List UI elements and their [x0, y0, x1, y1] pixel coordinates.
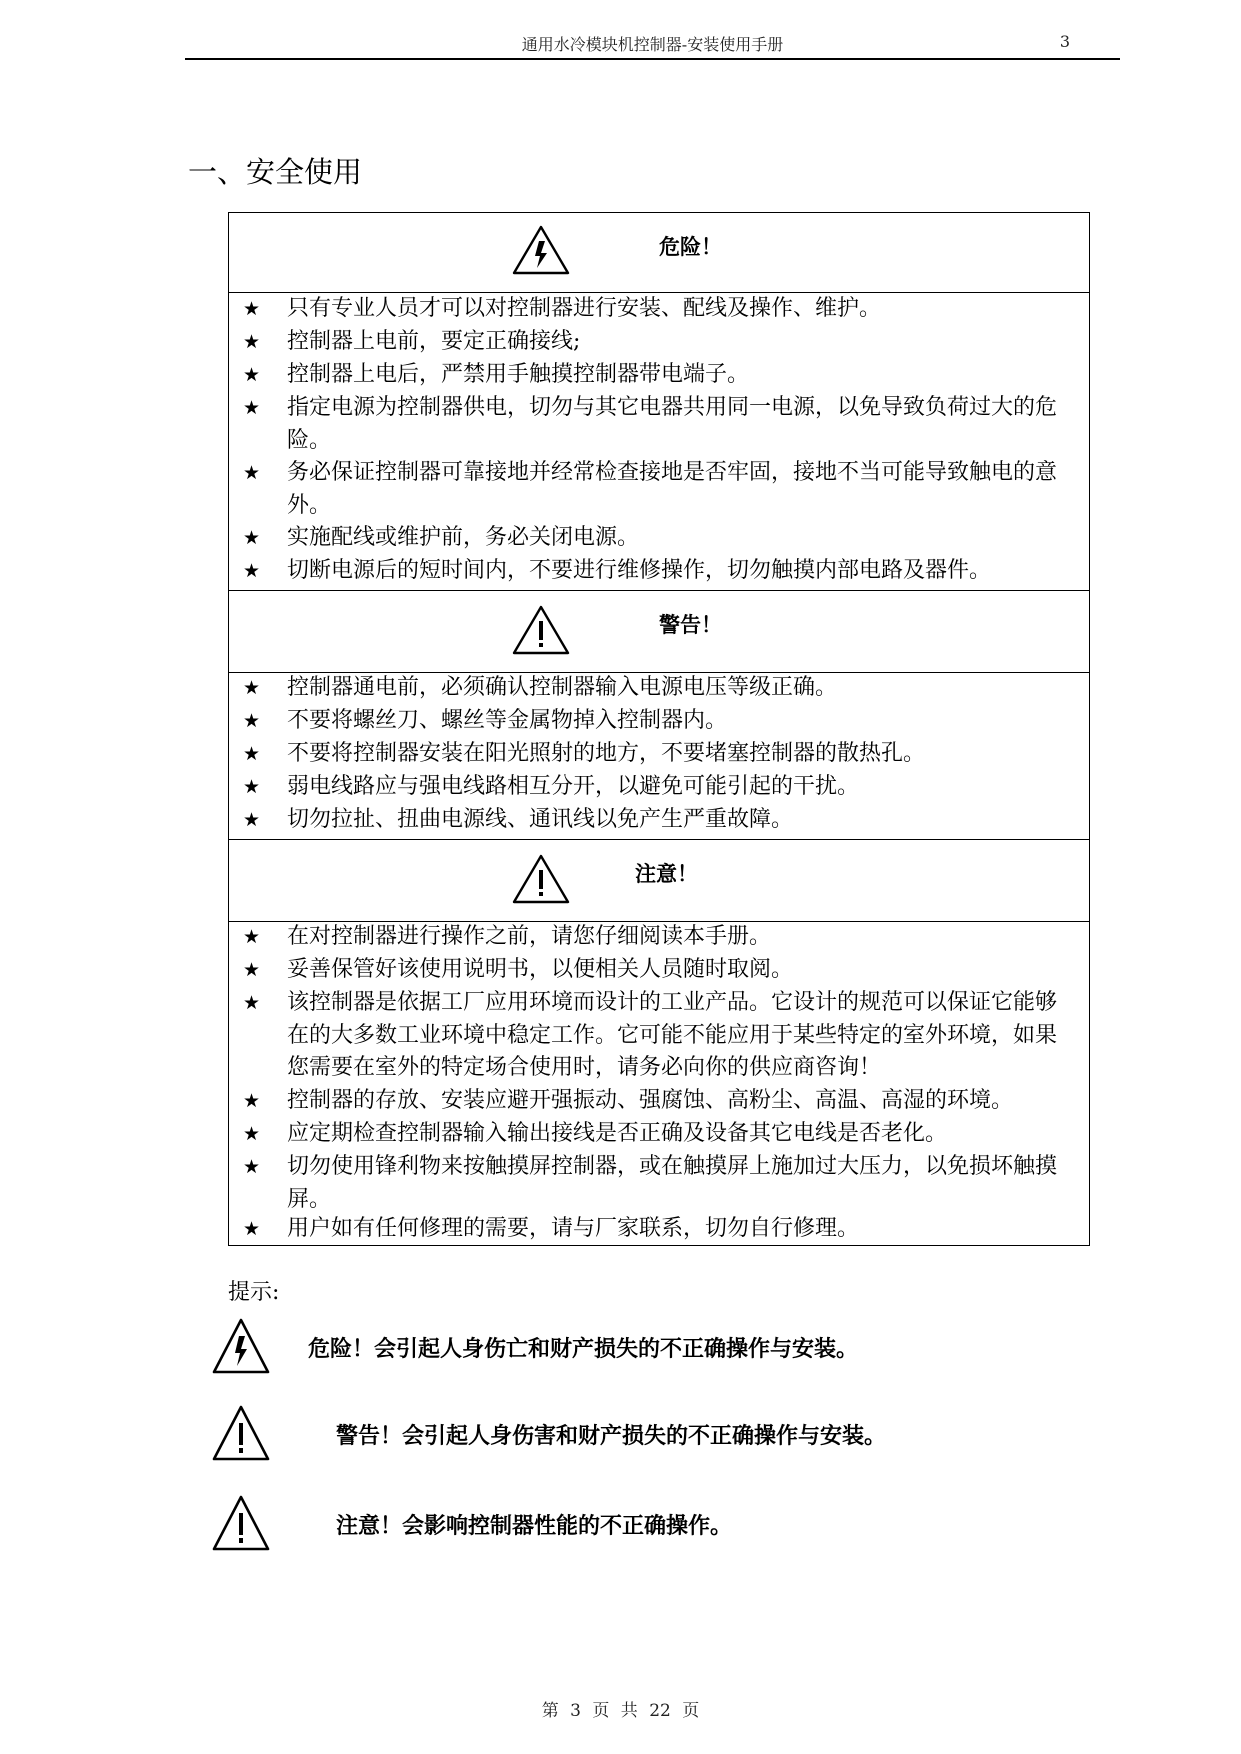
star-bullet-icon: ★ [243, 1090, 261, 1112]
exclamation-warning-icon [212, 1405, 270, 1461]
star-bullet-icon: ★ [243, 809, 261, 831]
star-bullet-icon: ★ [243, 1156, 261, 1178]
danger-title: 危险！ [659, 235, 722, 259]
exclamation-warning-icon [212, 1495, 270, 1551]
star-bullet-icon: ★ [243, 397, 261, 419]
safety-table: 危险！ ★ 只有专业人员才可以对控制器进行安装、配线及操作、维护。 ★ 控制器上电前，要定正确接线; ★ 控制器上电后，严禁用手触摸控制器带电端子。 ★ 指定电源为控制器供电，切勿与其它电器共用同一电源，以免导致负荷过大的危险。 ★ 务必保证控制器可靠接地并经常检查接地是否牢固，接地不当可能导致触电的意外。 ★ 实施配线或维护前，务必关闭电源。 ★ 切断电源后的短时间内，不要进行维修操作，切勿触摸内部电路及器件。 警告！ ★ 控制器通电前，必须确认控制器输入电源电压等级正确。 ★ 不要将螺丝刀、螺丝等金属物掉入控制器内。 ★ 不要将控制器安装在阳光照射的地方，不要堵塞控制器的散热孔。 ★ 弱电线路应与强电线路相互分开，以避免可能引起的干扰。 ★ 切勿拉扯、扭曲电源线、通讯线以免产生严重故障。 注意！ ★ 在对控制器进行操作之前，请您仔细阅读本手册。 ★ 妥善保管好该使用说明书，以便相关人员随时取阅。 ★ 该控制器是依据工厂应用环境而设计的工业产品。它设计的规范可以保证它能够在的大多数工业环境中稳定工作。它可能不能应用于某些特定的室外环境，如果您需要在室外的特定场合使用时，请务必向你的供应商咨询！ ★ 控制器的存放、安装应避开强振动、强腐蚀、高粉尘、高温、高湿的环境。 ★ 应定期检查控制器输入输出接线是否正确及设备其它电线是否老化。 ★ 切勿使用锋利物来按触摸屏控制器，或在触摸屏上施加过大压力，以免损坏触摸屏。 ★ 用户如有任何修理的需要，请与厂家联系，切勿自行修理。 [228, 212, 1090, 1246]
tips-label: 提示: [228, 1280, 280, 1305]
star-bullet-icon: ★ [243, 1123, 261, 1145]
tip-text: 危险！会引起人身伤亡和财产损失的不正确操作与安装。 [308, 1337, 859, 1362]
star-bullet-icon: ★ [243, 710, 261, 732]
exclamation-warning-icon [512, 605, 570, 655]
caution-title: 注意！ [635, 862, 698, 886]
star-bullet-icon: ★ [243, 527, 261, 549]
star-bullet-icon: ★ [243, 560, 261, 582]
electric-shock-warning-icon [512, 225, 570, 275]
star-bullet-icon: ★ [243, 364, 261, 386]
electric-shock-warning-icon [212, 1318, 270, 1374]
star-bullet-icon: ★ [243, 462, 261, 484]
star-bullet-icon: ★ [243, 992, 261, 1014]
tip-row [212, 1405, 1112, 1469]
star-bullet-icon: ★ [243, 776, 261, 798]
star-bullet-icon: ★ [243, 743, 261, 765]
section-title: 一、安全使用 [188, 155, 363, 189]
page-footer: 第 3 页 共 22 页 [541, 1701, 700, 1721]
tip-row [212, 1495, 1112, 1559]
running-header [185, 28, 1120, 60]
caution-header [229, 839, 1089, 922]
document-title: 通用水冷模块机控制器-安装使用手册 [521, 35, 784, 54]
tip-text: 警告！会引起人身伤害和财产损失的不正确操作与安装。 [336, 1424, 887, 1449]
warning-title: 警告！ [659, 613, 722, 637]
star-bullet-icon: ★ [243, 298, 261, 320]
warning-header [229, 590, 1089, 673]
star-bullet-icon: ★ [243, 959, 261, 981]
tip-row [212, 1318, 1112, 1382]
star-bullet-icon: ★ [243, 1218, 261, 1240]
tip-text: 注意！会影响控制器性能的不正确操作。 [336, 1514, 733, 1539]
header-page-number: 3 [1059, 32, 1070, 51]
exclamation-warning-icon [512, 854, 570, 904]
star-bullet-icon: ★ [243, 677, 261, 699]
star-bullet-icon: ★ [243, 331, 261, 353]
star-bullet-icon: ★ [243, 926, 261, 948]
danger-header [229, 213, 1089, 293]
